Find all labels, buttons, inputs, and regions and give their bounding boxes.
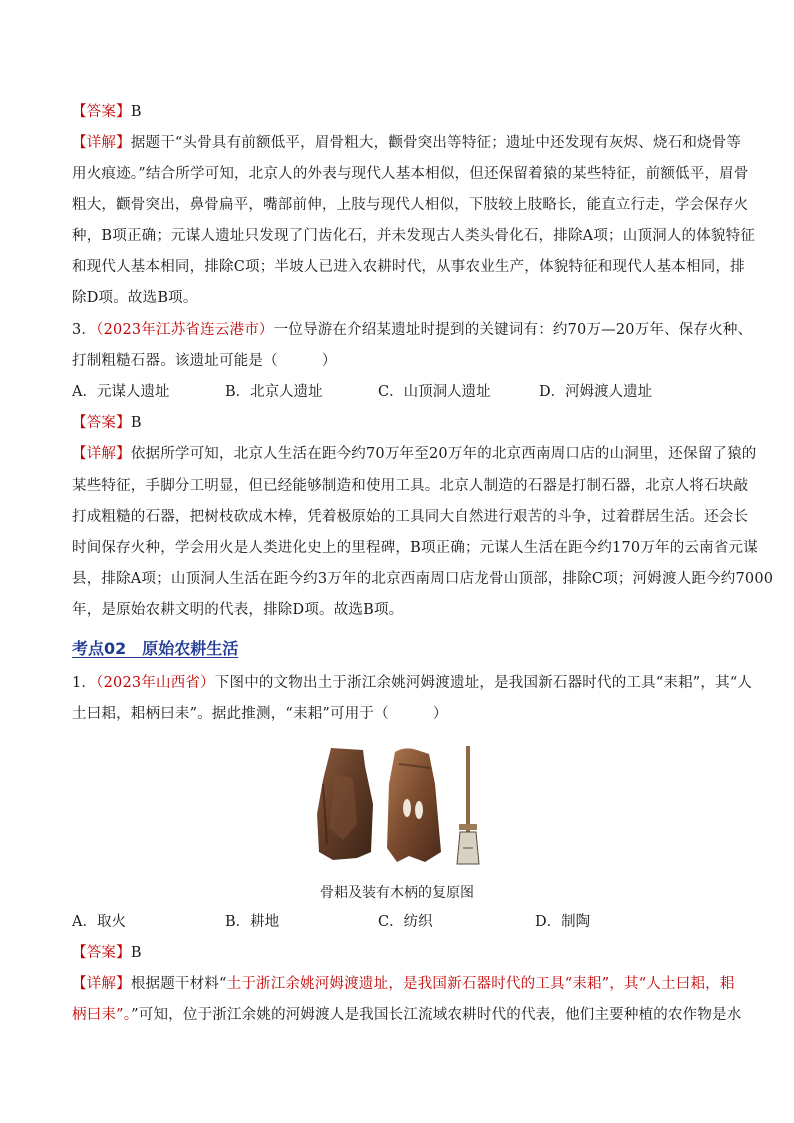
detail-text: 据题干“头骨具有前额低平，眉骨粗大，颧骨突出等特征；遗址中还发现有灰烬、烧石和烧骨等 — [130, 135, 742, 151]
question-stem — [72, 673, 752, 693]
answer-label: 【答案】 — [72, 104, 131, 120]
detail-line: 除D项。故选B项。 — [72, 290, 198, 306]
answer-label: 【答案】 — [72, 415, 131, 431]
option-b[interactable]: B．耕地 — [225, 914, 280, 930]
detail-text: 根据题干材料“ — [130, 976, 227, 992]
answer-value: B — [130, 945, 142, 961]
option-c[interactable]: C．山顶洞人遗址 — [378, 384, 491, 400]
restored-tool — [457, 746, 479, 864]
detail-line: 时间保存火种，学会用火是人类进化史上的里程碑，B项正确；元谋人生活在距今约170万年的云南省元谋 — [72, 540, 758, 556]
question-source: （2023年山西省） — [96, 675, 215, 691]
question-stem — [72, 320, 752, 340]
option-d[interactable]: D．河姆渡人遗址 — [539, 384, 653, 400]
question-number: 3． — [72, 322, 97, 338]
detail-line — [72, 1005, 741, 1025]
quoted-material: 土于浙江余姚河姆渡遗址，是我国新石器时代的工具“耒耜”，其“人土曰耜，耜 — [226, 976, 735, 992]
option-a[interactable]: A．元谋人遗址 — [72, 384, 170, 400]
answer-line — [72, 102, 142, 122]
quoted-material: 柄曰耒”。 — [72, 1007, 132, 1023]
question-text: 下图中的文物出土于浙江余姚河姆渡遗址，是我国新石器时代的工具“耒耜”，其“人 — [214, 675, 753, 691]
detail-line: 粗大，颧骨突出，鼻骨扁平，嘴部前伸，上肢与现代人相似，下肢较上肢略长，能直立行走，学会保存火 — [72, 197, 749, 213]
question-source: （2023年江苏省连云港市） — [96, 322, 274, 338]
detail-line: 打成粗糙的石器，把树枝砍成木棒，凭着极原始的工具同大自然进行艰苦的斗争，过着群居生活。还会长 — [72, 509, 749, 525]
answer-label: 【答案】 — [72, 945, 131, 961]
detail-line: 用火痕迹。”结合所学可知，北京人的外表与现代人基本相似，但还保留着猿的某些特征，前额低平，眉骨 — [72, 166, 749, 182]
option-d[interactable]: D．制陶 — [535, 914, 591, 930]
question-number: 1． — [72, 675, 97, 691]
detail-line — [72, 974, 735, 994]
question-text: 一位导游在介绍某遗址时提到的关键词有：约70万—20万年、保存火种、 — [273, 322, 753, 338]
detail-line — [72, 444, 757, 464]
option-a[interactable]: A．取火 — [72, 914, 126, 930]
question-stem-line: 土曰耜，耜柄曰耒”。据此推测，“耒耜”可用于（ ） — [72, 706, 448, 722]
detail-line: 某些特征，手脚分工明显，但已经能够制造和使用工具。北京人制造的石器是打制石器，北京人将石块敲 — [72, 478, 749, 494]
bone-spade-right — [387, 748, 441, 862]
detail-line: 年，是原始农耕文明的代表，排除D项。故选B项。 — [72, 602, 404, 618]
bone-spade-figure — [313, 744, 489, 874]
detail-text: 依据所学可知，北京人生活在距今约70万年至20万年的北京西南周口店的山洞里，还保留了猿的 — [130, 446, 757, 462]
answer-line — [72, 413, 142, 433]
detail-line — [72, 133, 741, 153]
detail-line: 县，排除A项；山顶洞人生活在距今约3万年的北京西南周口店龙骨山顶部，排除C项；河姆渡人距今约7000 — [72, 571, 774, 587]
detail-line: 种，B项正确；元谋人遗址只发现了门齿化石，并未发现古人类头骨化石，排除A项；山顶洞人的体貌特征 — [72, 228, 756, 244]
option-c[interactable]: C．纺织 — [378, 914, 433, 930]
question-stem-line: 打制粗糙石器。该遗址可能是（ ） — [72, 353, 337, 369]
figure-caption: 骨耜及装有木柄的复原图 — [320, 885, 474, 901]
detail-text: ”可知，位于浙江余姚的河姆渡人是我国长江流域农耕时代的代表，他们主要种植的农作物是水 — [131, 1007, 742, 1023]
detail-label: 【详解】 — [72, 976, 131, 992]
section-heading: 考点02 原始农耕生活 — [72, 639, 239, 658]
bone-spade-left — [317, 748, 373, 860]
detail-label: 【详解】 — [72, 135, 131, 151]
option-b[interactable]: B．北京人遗址 — [225, 384, 323, 400]
detail-line: 和现代人基本相同，排除C项；半坡人已进入农耕时代，从事农业生产，体貌特征和现代人基本相同，排 — [72, 259, 745, 275]
answer-value: B — [130, 104, 142, 120]
answer-line — [72, 943, 142, 963]
detail-label: 【详解】 — [72, 446, 131, 462]
answer-value: B — [130, 415, 142, 431]
